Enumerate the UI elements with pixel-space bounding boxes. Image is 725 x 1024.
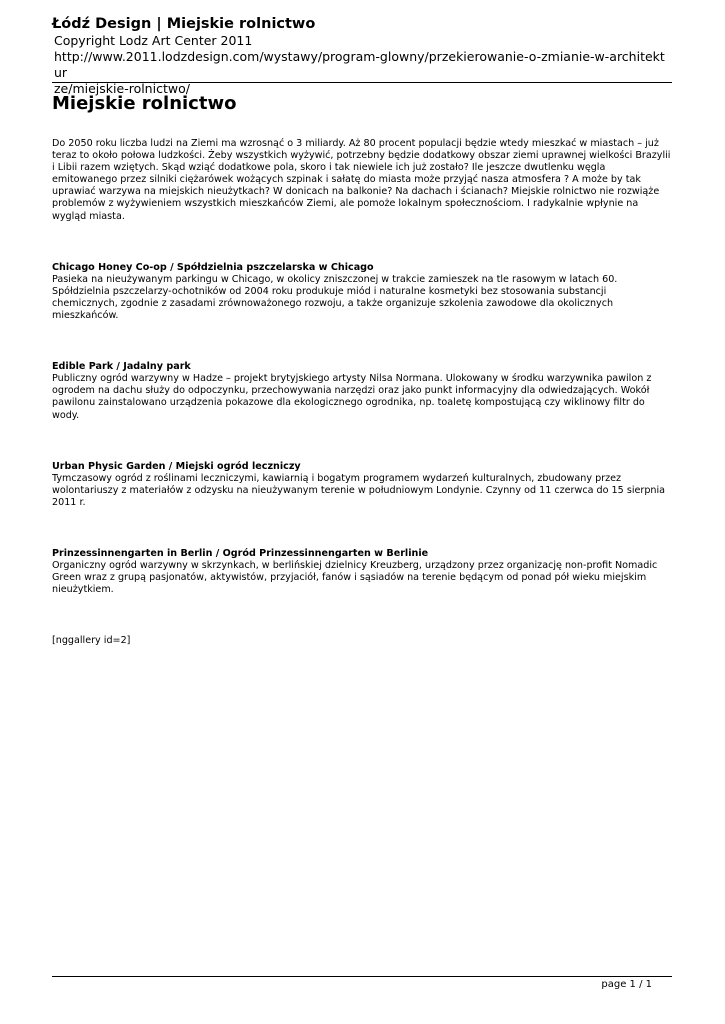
section-body: Tymczasowy ogród z roślinami leczniczymi, kawiarnią i bogatym programem wydarzeń kulturalnych, zbudowany przez wolontariuszy z materiałów z odzysku na nieużywanym terenie w południowym Londynie. Czynny od 11 czerwca do 15 sierpnia 2011 r. [52, 472, 666, 508]
section-heading: Urban Physic Garden / Miejski ogród leczniczy [52, 460, 301, 472]
header-divider [52, 82, 672, 83]
article-intro: Do 2050 roku liczba ludzi na Ziemi ma wzrosnąć o 3 miliardy. Aż 80 procent populacji będzie wtedy mieszkać w miastach – już teraz to około połowa ludzkości. Żeby wszystkich wyżywić, potrzebny będzie dodatkowy obszar ziemi uprawnej wielkości Brazylii i Libii razem wziętych. Skąd wziąć dodatkowe pola, skoro i tak niewiele ich już zostało? Ile jeszcze dwutlenku węgla emitowanego przez silniki ciężarówek wożących szpinak i sałatę do miasta może przyjąć nasza atmosfera ? A może by tak uprawiać warzywa na miejskich nieużytkach? W donicach na balkonie? Na dachach i ścianach? Miejskie rolnictwo nie rozwiąże problemów z wyżywieniem wszystkich mieszkańców Ziemi, ale pomoże lokalnym społecznościom. I radykalnie wpłynie na wygląd miasta. [52, 138, 671, 222]
copyright-line: Copyright Lodz Art Center 2011 [54, 33, 253, 48]
article-section [52, 548, 672, 596]
article-section [52, 361, 672, 421]
section-heading: Edible Park / Jadalny park [52, 361, 191, 373]
article-content [52, 138, 672, 647]
page-header [52, 15, 672, 97]
section-body: Pasieka na nieużywanym parkingu w Chicago, w okolicy zniszczonej w trakcie zamieszek na tle rasowym w latach 60. Spółdzielnia pszczelarzy-ochotników od 2004 roku produkuje miód i naturalne kosmetyki bez stosowania substancji chemicznych, zgodnie z zasadami zrównoważonego rozwoju, a także organizuje szkolenia zawodowe dla okolicznych mieszkańców. [52, 273, 618, 322]
section-heading: Prinzessinnengarten in Berlin / Ogród Prinzessinnengarten w Berlinie [52, 547, 429, 559]
document-page [52, 0, 672, 1024]
source-url-line-2: ze/miejskie-rolnictwo/ [54, 81, 190, 96]
article-section [52, 262, 672, 322]
gallery-shortcode: [nggallery id=2] [52, 635, 131, 647]
page-number: page 1 / 1 [601, 979, 652, 990]
source-url-line-1: http://www.2011.lodzdesign.com/wystawy/program-glowny/przekierowanie-o-zmianie-w-architektur [54, 49, 665, 80]
article-section [52, 461, 672, 509]
article-title: Miejskie rolnictwo [52, 93, 237, 114]
footer-divider [52, 976, 672, 977]
section-body: Publiczny ogród warzywny w Hadze – projekt brytyjskiego artysty Nilsa Normana. Ulokowany w środku warzywnika pawilon z ogrodem na dachu służy do odpoczynku, przechowywania narzędzi oraz jako punkt informacyjny dla odwiedzających. Wokół pawilonu zainstalowano urządzenia pokazowe dla ekologicznego ogrodnika, np. toaletę kompostującą czy wiklinowy filtr do wody. [52, 373, 652, 421]
section-heading: Chicago Honey Co-op / Spółdzielnia pszczelarska w Chicago [52, 261, 374, 273]
section-body: Organiczny ogród warzywny w skrzynkach, w berlińskiej dzielnicy Kreuzberg, urządzony przez organizację non-profit Nomadic Green wraz z grupą pasjonatów, aktywistów, przyjaciół, fanów i sąsiadów na terenie będącym od ponad pół wieku miejskim nieużytkiem. [52, 560, 658, 596]
site-title: Łódź Design | Miejskie rolnictwo [52, 16, 316, 32]
